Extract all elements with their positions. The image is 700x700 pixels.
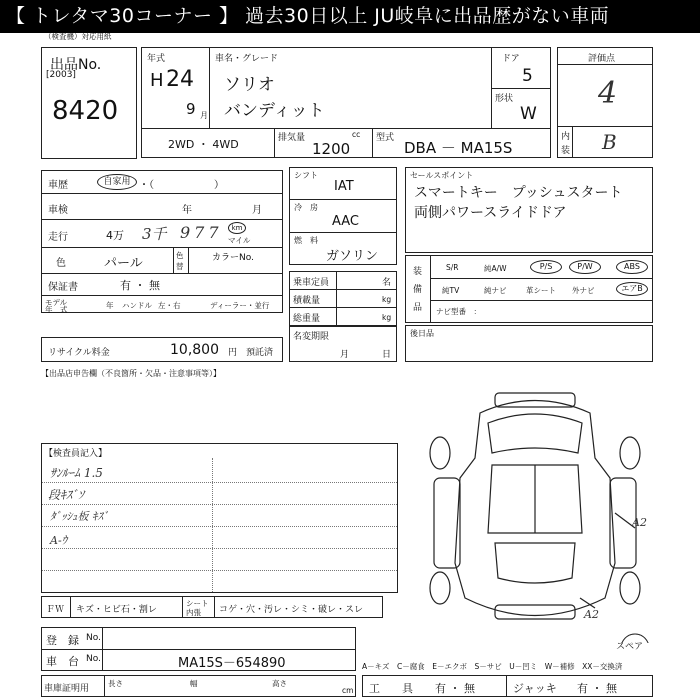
drive-text: 2WD ・ 4WD [168,138,239,151]
diagram-mark-2: A2 [584,608,599,621]
damage-legend: A－キズ C－腐食 E－エクボ S－サビ U－凹ミ W－補修 XX－交換済 [362,662,623,671]
displacement-label: 排気量 [278,133,306,143]
equip-sr: S/R [446,263,459,272]
mileage-km: km [228,222,246,234]
chassis-label: 車 台 [46,655,79,668]
sales-point-line1: スマートキー プッシュスタート [414,185,623,201]
history-label: 車歴 [48,180,68,191]
history-rest: ・（ ） [139,180,224,191]
equip-navi: 純ナビ [484,286,507,295]
mileage-man: 4万 [106,229,124,242]
warranty-label: 保証書 [48,282,78,293]
spare-label: スペア [616,642,644,652]
fuel-label: 燃 料 [294,236,318,245]
interior-value: B [602,130,617,154]
name-change-month: 月 [340,350,350,360]
later-label: 後日品 [410,329,434,338]
lot-box [41,47,137,159]
jack-label: ジャッキ [513,682,557,695]
equip-navi-model: ナビ型番 ： [436,307,481,316]
equipment-label-3: 品 [413,303,423,313]
sales-point-label: セールスポイント [410,171,474,180]
equip-ps: P/S [530,260,562,274]
car-damage-diagram [410,383,660,643]
model-name: ソリオ [224,75,275,95]
equip-abs: ABS [616,260,648,274]
doors-value: 5 [522,66,533,86]
color-value: パール [104,256,143,271]
score-value: 4 [598,76,618,111]
interior-label-2: 装 [561,146,571,156]
fw-interior-items: コゲ・穴・汚レ・シミ・破レ・スレ [219,605,364,615]
inspector-note-1: ｻﾝﾙｰﾑ 1.5 [50,466,103,480]
inspector-label: 【検査員記入】 [44,449,108,459]
tools-row [362,675,653,697]
certificate-width: 幅 [190,679,198,688]
certificate-height: 高さ [272,679,287,688]
registration-table [41,627,356,671]
equip-pw: P/W [569,260,601,274]
capacity-unit: 名 [382,278,392,288]
fw-row [41,596,383,618]
vehicle-main-box [141,47,551,129]
year-label: 年式 [147,54,166,64]
sales-point-box [405,167,653,253]
inspector-note-2: 段ｷｽﾞｿ [48,488,85,502]
name-change-day: 日 [382,350,392,360]
inspection-label: 車検 [48,205,68,216]
fw-label: ＦＷ [46,605,65,615]
recycle-note: 預託済 [246,348,274,358]
inspection-year: 年 [182,205,192,216]
seller-notes-label: 【出品店申告欄（不良箇所・欠品・注意事項等）】 [41,369,221,378]
history-table [41,170,283,313]
displacement-unit: cc [352,130,361,139]
inspector-note-4: A-ｳ [50,534,68,547]
model-label: 車名・グレード [215,54,279,64]
equip-alloy-wheel: 純A/W [484,264,507,273]
recycle-value: 10,800 [170,342,219,358]
history-value: 自家用 [97,174,137,190]
lot-label: 出品No. [50,57,102,73]
aircon-value: AAC [332,214,359,229]
shift-table [289,167,397,265]
fw-glass-items: キズ・ヒビ石・割レ [76,605,157,615]
inspector-note-3: ﾀﾞｯｼｭ板 ｷｽﾞ [50,510,109,523]
model-year-label-2: 年 式 [45,305,68,314]
mileage-mile: マイル [228,236,251,245]
aircon-label: 冷 房 [294,203,318,212]
model-year-label-1: モデル [45,298,68,307]
gross-label: 総重量 [293,314,321,324]
model-year-dealer: ディーラー・並行 [210,301,270,310]
banner-title: 【 トレタマ30コーナー 】 過去30日以上 JU岐阜に出品歴がない車両 [0,0,700,33]
model-year-year: 年 [106,301,114,310]
later-items-box [405,325,653,362]
warranty-value: 有 ・ 無 [120,279,160,292]
lot-number: 8420 [52,96,119,126]
registration-no: No. [86,633,101,643]
certificate-row [41,675,356,697]
capacity-table [289,271,397,326]
inspection-month: 月 [252,205,262,216]
header-note: （検査機）対応用紙 [44,32,112,41]
registration-label: 登 録 [46,634,79,647]
year-month: 9 [186,100,196,118]
sales-point-line2: 両側パワースライドドア [414,205,567,221]
shift-value: IAT [334,179,354,194]
name-change-box [289,326,397,362]
inspector-box [41,443,398,593]
certificate-unit: cm [342,686,354,695]
equipment-label-2: 備 [413,285,423,295]
chassis-value: MA15S－654890 [178,656,286,671]
year-era: H [150,70,164,91]
equipment-label-1: 装 [413,267,423,277]
fuel-value: ガソリン [326,249,379,264]
equip-leather: 革シート [526,286,556,295]
recycle-unit: 円 [228,348,238,358]
chassis-no: No. [86,654,101,664]
type-label: 型式 [376,133,395,143]
score-label: 評価点 [588,54,616,64]
equip-tv: 純TV [442,286,460,295]
tools-value: 有 ・ 無 [435,682,475,695]
type-value: DBA － MA15S [404,139,513,157]
mileage-sen: 3千 [142,225,167,243]
year-value: 24 [166,67,194,92]
equip-ext-navi: 外ナビ [572,286,595,295]
interior-label-1: 内 [561,132,571,142]
gross-unit: kg [382,313,392,322]
jack-value: 有 ・ 無 [577,682,617,695]
fw-seat-1: シート [186,599,209,608]
load-label: 積載量 [293,296,321,306]
certificate-length: 長さ [108,679,123,688]
color-label: 色 [56,258,66,269]
displacement-value: 1200 [312,140,351,158]
model-year-lr: 左・右 [158,301,181,310]
name-change-label: 名変期限 [293,332,330,342]
score-box [557,47,653,158]
color-code-label: カラーNo. [212,253,254,263]
tools-label: 工 具 [369,682,413,695]
year-month-unit: 月 [200,111,208,120]
recycle-label: リサイクル料金 [48,348,110,358]
diagram-mark-1: A2 [632,516,647,529]
capacity-label: 乗車定員 [293,278,330,288]
shape-value: W [520,104,537,124]
spec-row [141,128,551,158]
color-change-2: 替 [176,262,184,271]
color-change-1: 色 [176,251,184,260]
equipment-box [405,255,653,323]
certificate-label: 車庫証明用 [44,684,90,694]
shape-label: 形状 [495,94,514,104]
shift-label: シフト [294,171,318,180]
lot-stamp: [2003] [46,70,76,80]
auction-sheet [0,33,700,700]
model-year-handle: ハンドル [122,301,152,310]
mileage-label: 走行 [48,232,68,243]
model-grade: バンディット [224,101,325,121]
load-unit: kg [382,295,392,304]
recycle-box [41,337,283,362]
equip-airbag: エアB [616,282,648,296]
doors-label: ドア [502,54,520,64]
fw-seat-2: 内張 [186,608,201,617]
mileage-digits: 977 [180,223,223,242]
